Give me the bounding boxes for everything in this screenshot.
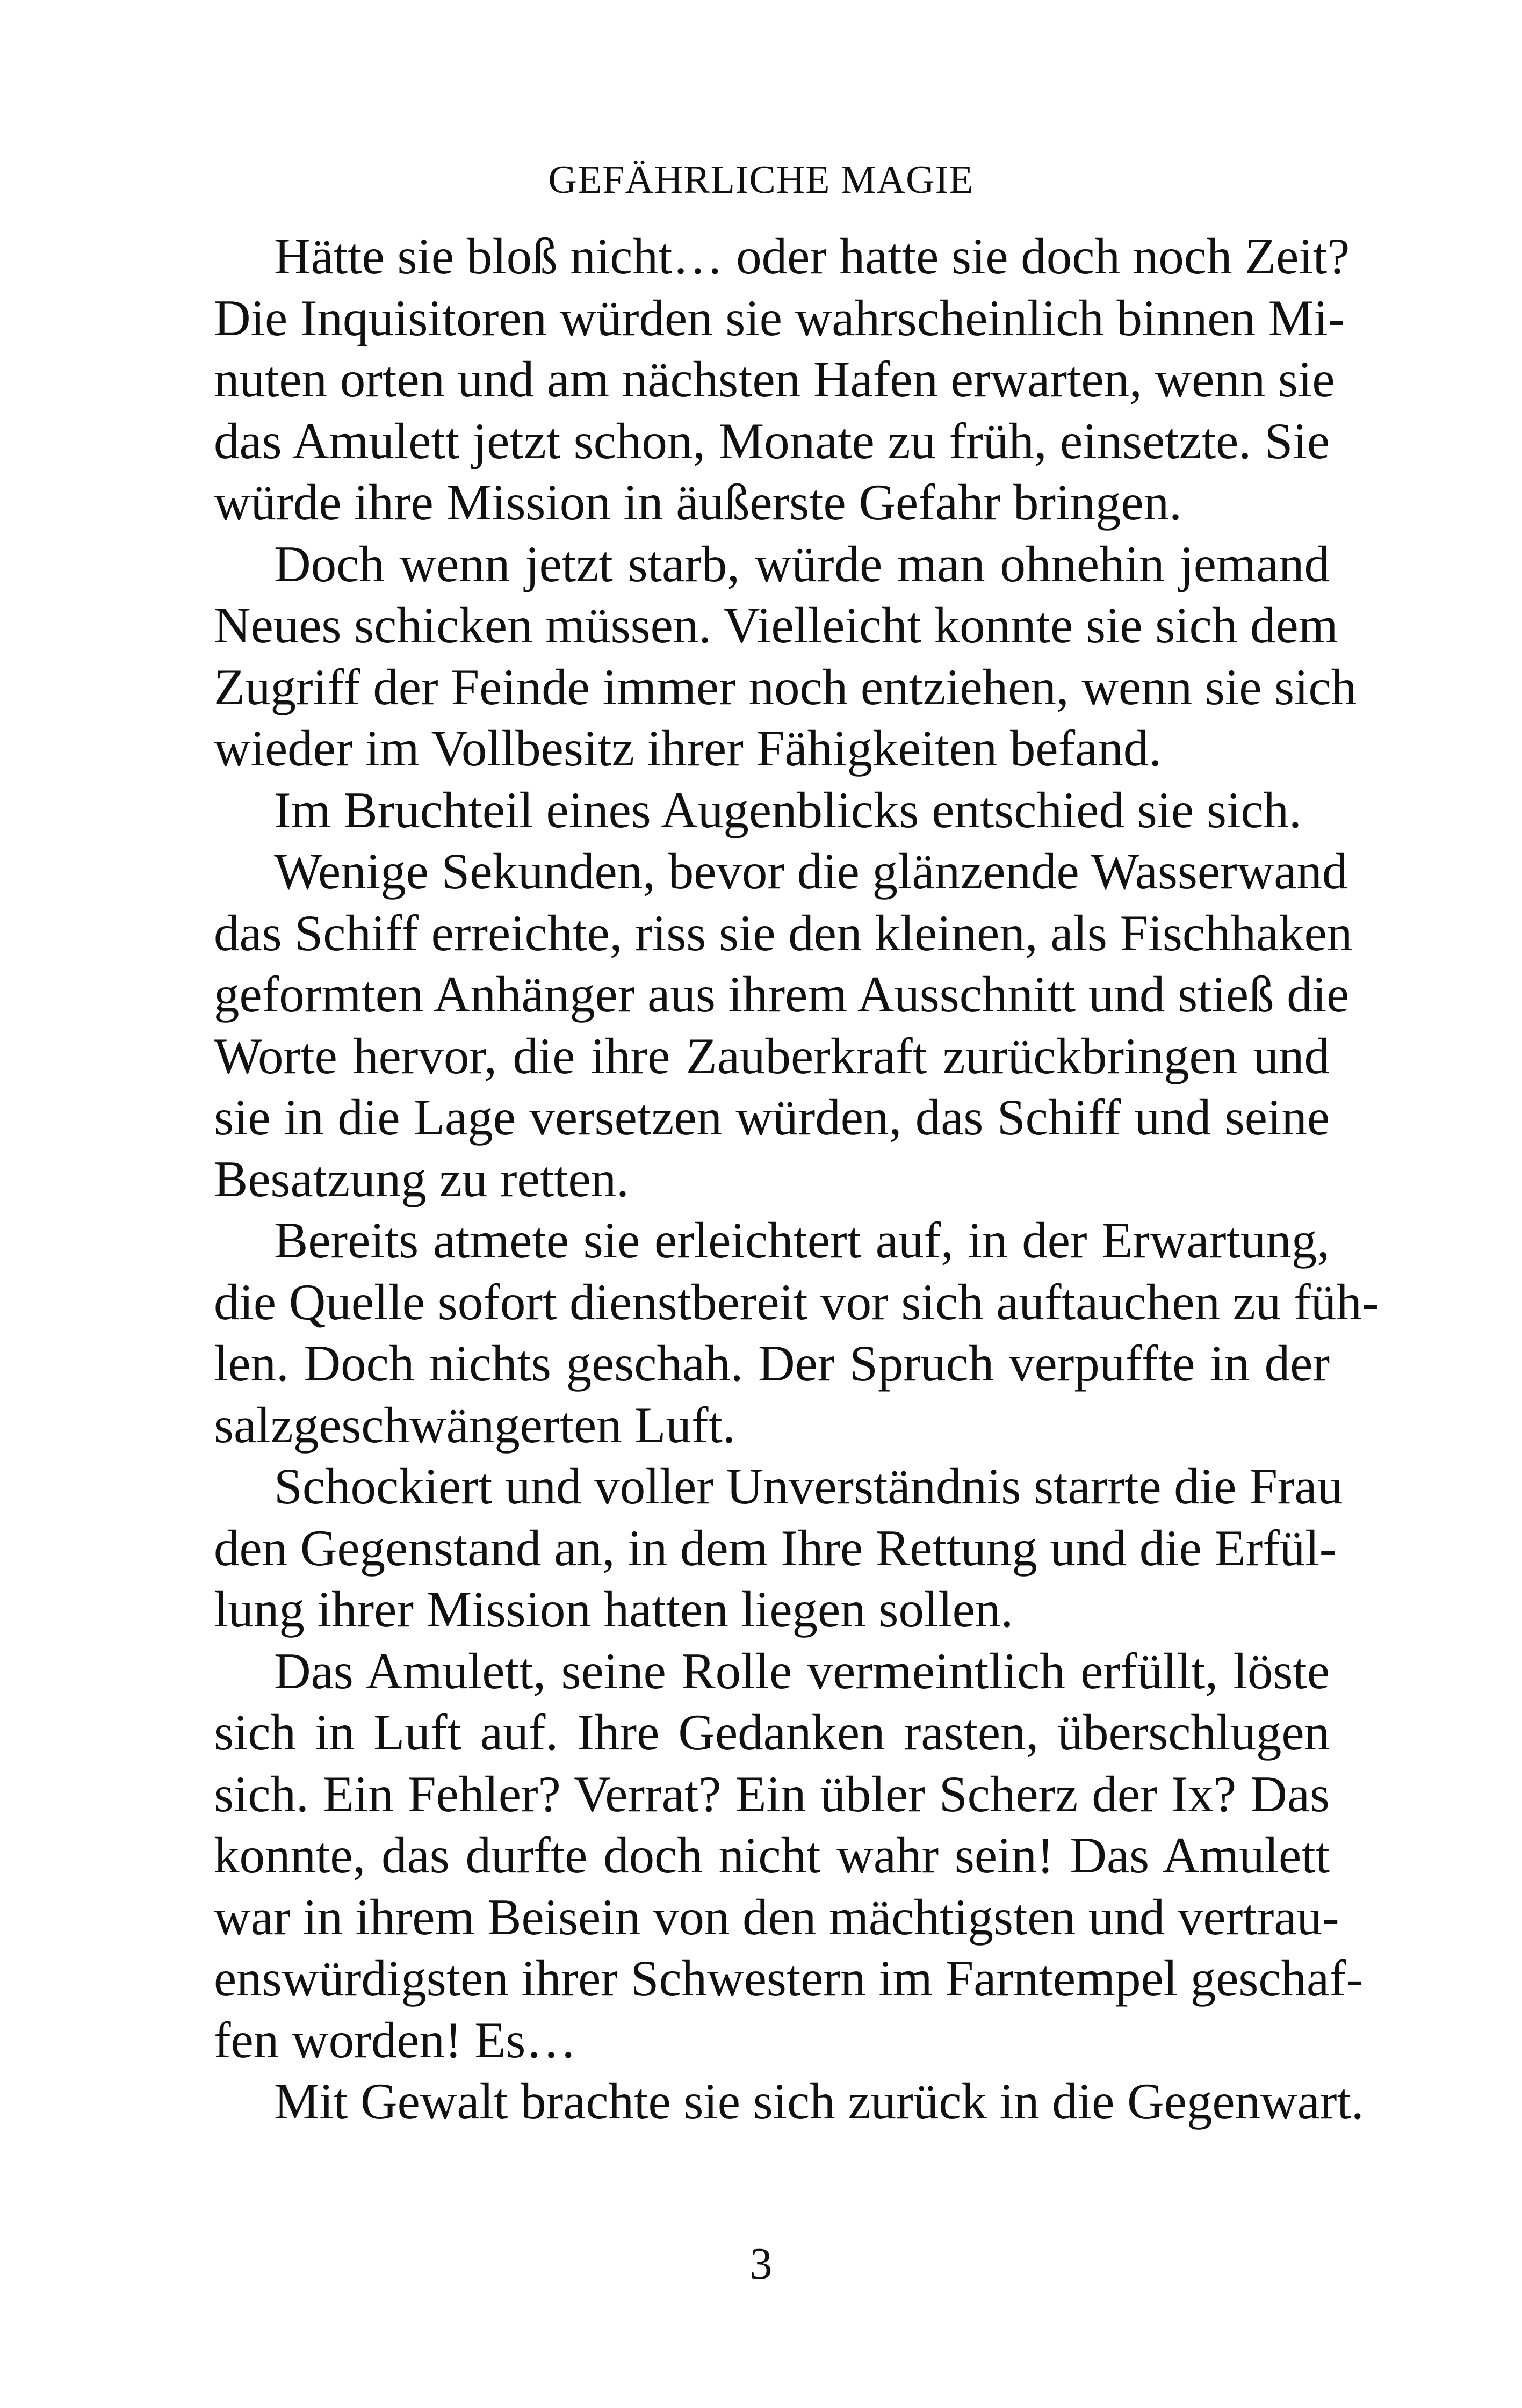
text-line: sich in Luft auf. Ihre Gedanken rasten, überschlugen bbox=[214, 1704, 1330, 1761]
body-text bbox=[214, 226, 1379, 2132]
text-line: sich. Ein Fehler? Verrat? Ein übler Scherz der Ix? Das bbox=[214, 1765, 1330, 1823]
text-line: Die Inquisitoren würden sie wahrscheinlich binnen Mi- bbox=[214, 289, 1345, 346]
text-line: Besatzung zu retten. bbox=[214, 1150, 629, 1207]
text-line: Mit Gewalt brachte sie sich zurück in die Gegenwart. bbox=[274, 2073, 1364, 2130]
text-line: die Quelle sofort dienstbereit vor sich auftauchen zu füh- bbox=[214, 1273, 1379, 1330]
text-line: sie in die Lage versetzen würden, das Schiff und seine bbox=[214, 1089, 1330, 1146]
text-line: Schockiert und voller Unverständnis starrte die Frau bbox=[274, 1458, 1343, 1515]
text-line: würde ihre Mission in äußerste Gefahr bringen. bbox=[214, 474, 1182, 531]
page-number: 3 bbox=[749, 2239, 773, 2289]
text-line: fen worden! Es… bbox=[214, 2011, 577, 2069]
text-line: nuten orten und am nächsten Hafen erwarten, wenn sie bbox=[214, 351, 1335, 408]
text-line: len. Doch nichts geschah. Der Spruch verpuffte in der bbox=[214, 1335, 1330, 1392]
text-line: den Gegenstand an, in dem Ihre Rettung und die Erfül- bbox=[214, 1519, 1337, 1577]
text-line: konnte, das durfte doch nicht wahr sein! Das Amulett bbox=[214, 1827, 1330, 1884]
text-line: enswürdigsten ihrer Schwestern im Farntempel geschaf- bbox=[214, 1950, 1364, 2007]
text-line: Neues schicken müssen. Vielleicht konnte sie sich dem bbox=[214, 597, 1338, 654]
text-line: salzgeschwängerten Luft. bbox=[214, 1396, 735, 1454]
text-line: geformten Anhänger aus ihrem Ausschnitt und stieß die bbox=[214, 966, 1350, 1023]
text-line: Im Bruchteil eines Augenblicks entschied sie sich. bbox=[274, 781, 1302, 838]
text-line: das Amulett jetzt schon, Monate zu früh, einsetzte. Sie bbox=[214, 412, 1330, 469]
text-line: das Schiff erreichte, riss sie den kleinen, als Fischhaken bbox=[214, 904, 1353, 961]
text-line: lung ihrer Mission hatten liegen sollen. bbox=[214, 1581, 1014, 1638]
text-line: Das Amulett, seine Rolle vermeintlich erfüllt, löste bbox=[274, 1642, 1330, 1700]
running-head-title: GEFÄHRLICHE MAGIE bbox=[548, 158, 974, 202]
text-line: Bereits atmete sie erleichtert auf, in der Erwartung, bbox=[274, 1212, 1330, 1269]
text-line: Hätte sie bloß nicht… oder hatte sie doch noch Zeit? bbox=[274, 228, 1350, 285]
text-line: wieder im Vollbesitz ihrer Fähigkeiten befand. bbox=[214, 720, 1162, 777]
text-line: Doch wenn jetzt starb, würde man ohnehin jemand bbox=[274, 535, 1330, 592]
text-line: Wenige Sekunden, bevor die glänzende Wasserwand bbox=[274, 843, 1348, 900]
text-line: Zugriff der Feinde immer noch entziehen, wenn sie sich bbox=[214, 658, 1357, 715]
text-line: Worte hervor, die ihre Zauberkraft zurückbringen und bbox=[214, 1027, 1330, 1084]
text-line: war in ihrem Beisein von den mächtigsten und vertrau- bbox=[214, 1888, 1339, 1946]
